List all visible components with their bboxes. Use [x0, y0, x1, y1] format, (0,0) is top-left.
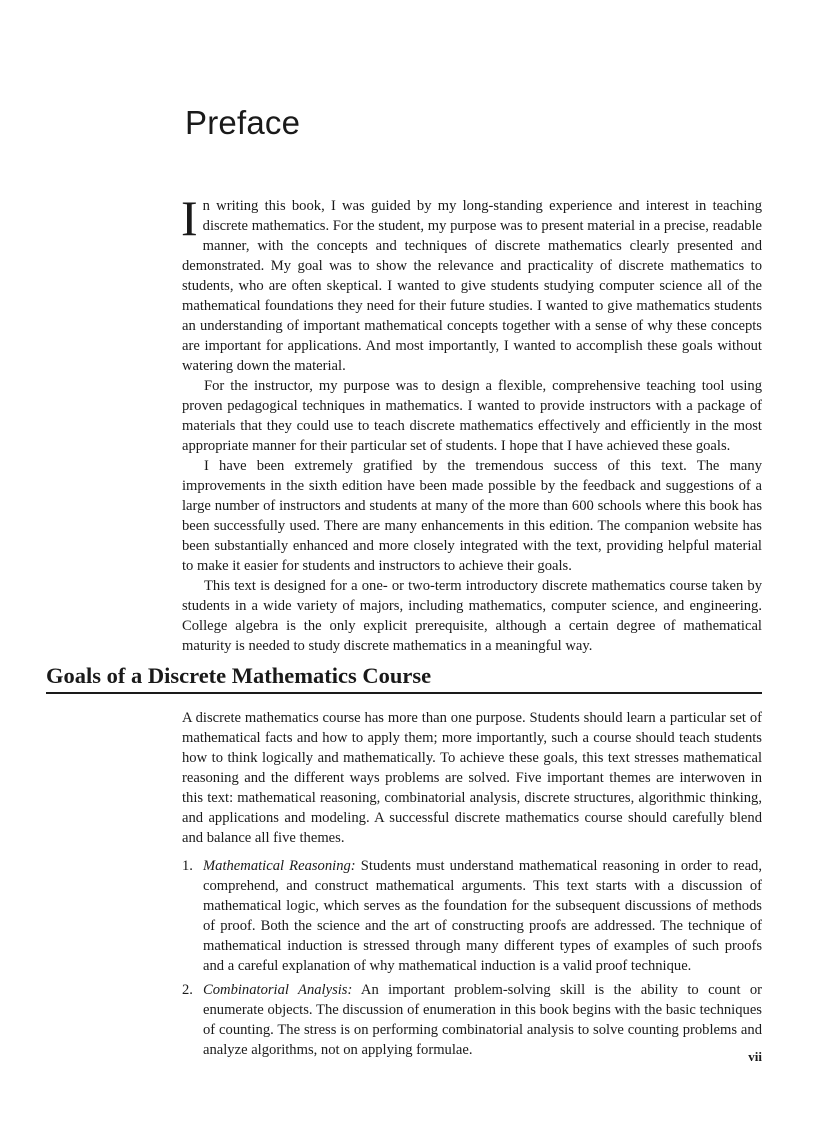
theme-item-mathematical-reasoning: [182, 856, 762, 976]
theme-text: An important problem-solving skill is the ability to count or enumerate objects. The discussion of enumeration in this book begins with the basic techniques of counting. The stress is on performing combinatorial analysis to solve counting problems and analyze algorithms, not on applying formulae.: [203, 982, 763, 1058]
theme-list: [182, 856, 762, 1060]
theme-title: Mathematical Reasoning:: [203, 858, 356, 874]
preface-intro: [181, 190, 762, 656]
goals-intro-paragraph: A discrete mathematics course has more than one purpose. Students should learn a particular set of mathematical facts and how to apply them; more importantly, such a course should teach students how to think logically and mathematically. To achieve these goals, this text stresses mathematical reasoning and the different ways problems are solved. Five important themes are interwoven in this text: mathematical reasoning, combinatorial analysis, discrete structures, algorithmic thinking, and applications and modeling. A successful discrete mathematics course should carefully blend and balance all five themes.: [182, 710, 762, 846]
chapter-title: Preface: [185, 104, 301, 141]
preface-paragraph-1: [181, 190, 762, 376]
preface-paragraph-2: For the instructor, my purpose was to design a flexible, comprehensive teaching tool using proven pedagogical techniques in mathematics. I wanted to provide instructors with a package of materials that they could use to teach discrete mathematics effectively and efficiently in the most appropriate manner for their particular set of students. I hope that I have achieved these goals.: [182, 378, 762, 454]
theme-number: 1.: [182, 858, 193, 874]
preface-paragraph-4: This text is designed for a one- or two-term introductory discrete mathematics course taken by students in a wide variety of majors, including mathematics, computer science, and engineering. College algebra is the only explicit prerequisite, although a certain degree of mathematical maturity is needed to study discrete mathematics in a meaningful way.: [182, 578, 762, 654]
theme-title: Combinatorial Analysis:: [203, 982, 353, 998]
theme-item-combinatorial-analysis: [182, 980, 762, 1060]
theme-text: Students must understand mathematical reasoning in order to read, comprehend, and construct mathematical arguments. This text starts with a discussion of mathematical logic, which serves as the foundation for the subsequent discussions of methods of proof. Both the science and the art of constructing proofs are addressed. The technique of mathematical induction is stressed through many different types of examples of such proofs and a careful explanation of why mathematical induction is a valid proof technique.: [203, 858, 762, 974]
preface-paragraph-1-text: n writing this book, I was guided by my long-standing experience and interest in teaching discrete mathematics. For the student, my purpose was to present material in a precise, readable manner, with the concepts and techniques of discrete mathematics clearly presented and demonstrated. My goal was to show the relevance and practicality of discrete mathematics to students, who are often skeptical. I wanted to give students studying computer science all of the mathematical foundations they need for their future studies. I wanted to give mathematics students an understanding of important mathematical concepts together with a sense of why these concepts are important for applications. And most importantly, I wanted to accomplish these goals without watering down the material.: [182, 198, 762, 374]
theme-number: 2.: [182, 982, 193, 998]
preface-paragraph-3: I have been extremely gratified by the tremendous success of this text. The many improvements in the sixth edition have been made possible by the feedback and suggestions of a large number of instructors and students at many of the more than 600 schools where this book has been successfully used. There are many enhancements in this edition. The companion website has been substantially enhanced and more closely integrated with the text, providing helpful material to make it easier for students and instructors to achieve their goals.: [182, 458, 762, 574]
goals-section-body: [182, 708, 762, 1064]
page-number: vii: [748, 1049, 762, 1064]
drop-cap: I: [181, 190, 198, 246]
section-heading-goals: Goals of a Discrete Mathematics Course: [46, 661, 762, 694]
